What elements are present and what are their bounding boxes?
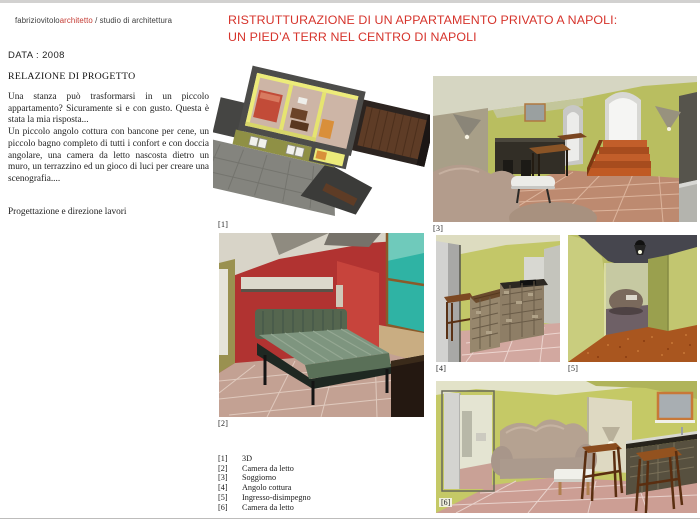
caption-num: [5] bbox=[218, 492, 228, 502]
figure-camera-da-letto bbox=[219, 233, 424, 417]
figure-6-label: [6] bbox=[441, 498, 451, 507]
studio-name-red: architetto bbox=[59, 16, 93, 25]
caption-label: Angolo cottura bbox=[242, 483, 292, 493]
figure-soggiorno bbox=[433, 76, 697, 222]
caption-num: [4] bbox=[218, 483, 228, 493]
figure-1-label: [1] bbox=[218, 220, 229, 229]
caption-label: 3D bbox=[242, 454, 253, 463]
relazione-role: Progettazione e direzione lavori bbox=[8, 207, 127, 217]
project-title-line1: RISTRUTTURAZIONE DI UN APPARTAMENTO PRIVATO A NAPOLI: bbox=[228, 13, 618, 27]
studio-name-black: fabriziovitolo bbox=[15, 16, 60, 25]
project-date: DATA : 2008 bbox=[8, 50, 65, 61]
render-hallway bbox=[568, 235, 697, 362]
render-kitchenette bbox=[436, 235, 560, 362]
figure-2-label: [2] bbox=[218, 419, 229, 428]
caption-row-3 bbox=[218, 473, 311, 483]
render-3d-model bbox=[213, 63, 430, 219]
caption-label: Ingresso-disimpegno bbox=[242, 492, 311, 502]
figure-caption-list bbox=[218, 454, 311, 512]
caption-num: [1] bbox=[218, 454, 228, 463]
project-title bbox=[228, 12, 648, 45]
caption-row-1 bbox=[218, 454, 311, 464]
caption-num: [2] bbox=[218, 463, 228, 473]
relazione-body bbox=[8, 92, 209, 186]
figure-3-label: [3] bbox=[433, 224, 444, 233]
figure-camera-da-letto-2 bbox=[436, 381, 697, 513]
page-bottom-rule bbox=[0, 518, 700, 519]
project-title-line2: UN PIED’A TERR NEL CENTRO DI NAPOLI bbox=[228, 29, 477, 44]
studio-name-rest: / studio di architettura bbox=[92, 16, 173, 25]
caption-row-4 bbox=[218, 483, 311, 493]
render-living-room bbox=[433, 76, 697, 222]
relazione-heading: RELAZIONE DI PROGETTO bbox=[8, 71, 136, 82]
caption-row-5 bbox=[218, 493, 311, 503]
render-bedroom bbox=[219, 233, 424, 417]
caption-row-2 bbox=[218, 464, 311, 474]
relazione-paragraph-2: Un piccolo angolo cottura con bancone per cene, un piccolo bagno completo di tutti i confort e con doccia angolare, una camera da letto nascosta dietro un muro, un terrazzino ed un gioco di luci per creare una scenografia.... bbox=[8, 127, 209, 184]
caption-label: Soggiorno bbox=[242, 473, 277, 483]
figure-angolo-cottura bbox=[436, 235, 560, 362]
caption-num: [3] bbox=[218, 473, 228, 483]
caption-label: Camera da letto bbox=[242, 463, 294, 473]
figure-3d-axonometric bbox=[213, 63, 430, 219]
figure-5-label: [5] bbox=[568, 364, 579, 373]
caption-num: [6] bbox=[218, 502, 228, 512]
figure-ingresso-disimpegno bbox=[568, 235, 697, 362]
caption-label: Camera da letto bbox=[242, 502, 294, 512]
render-room-wide bbox=[436, 381, 697, 513]
relazione-paragraph-1: Una stanza può trasformarsi in un piccolo appartamento? Sicuramente si e con gusto. Questa è stata la mia risposta... bbox=[8, 92, 209, 126]
figure-4-label: [4] bbox=[436, 364, 447, 373]
page-top-edge bbox=[0, 0, 700, 3]
studio-name bbox=[15, 16, 172, 25]
caption-row-6 bbox=[218, 503, 311, 513]
